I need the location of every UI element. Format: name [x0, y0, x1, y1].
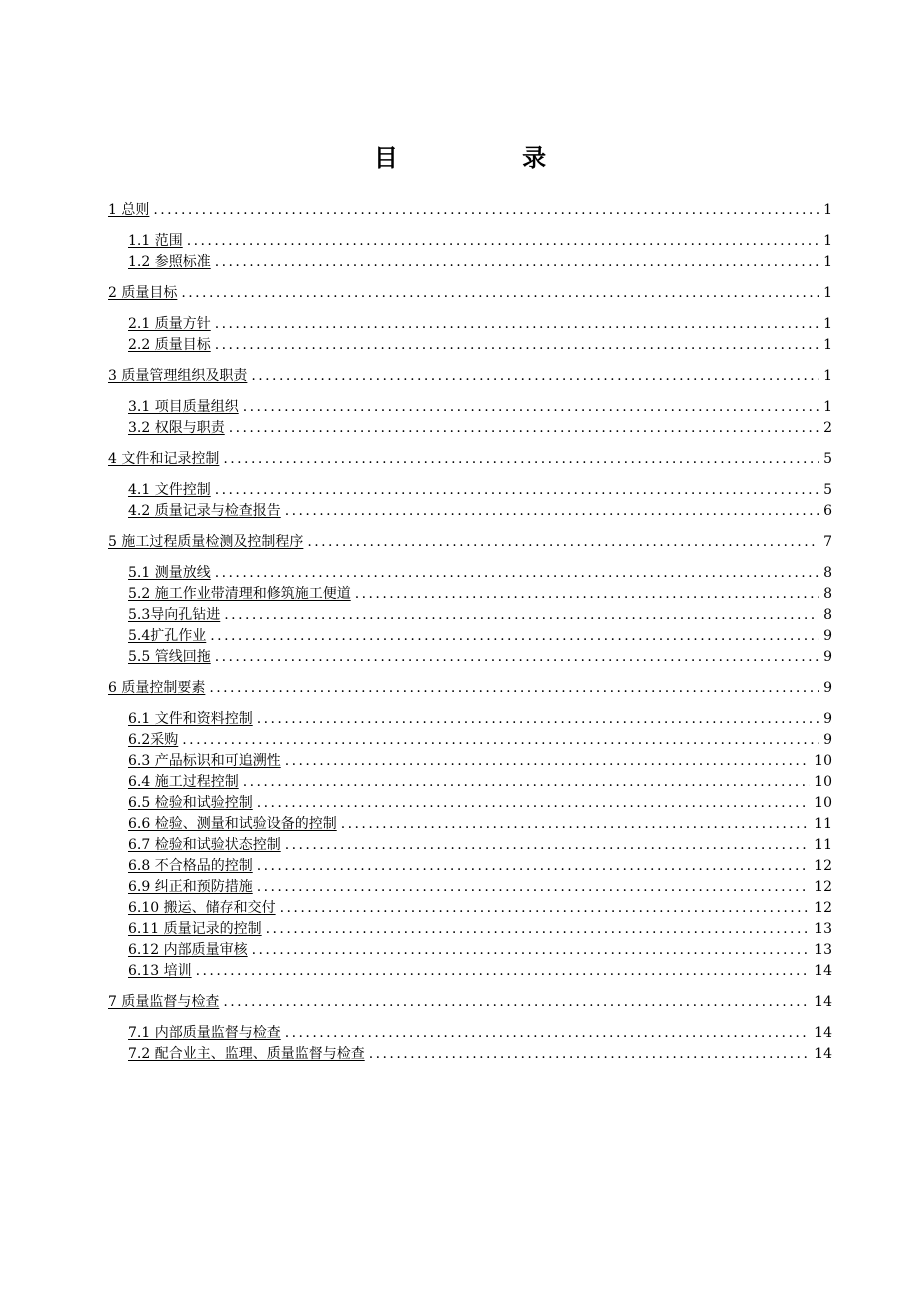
dot-leader [251, 366, 819, 387]
toc-page-number: 1 [823, 337, 832, 353]
toc-page-number: 9 [823, 628, 832, 644]
toc-subentry[interactable] [108, 814, 832, 835]
toc-entry-label[interactable]: 6 质量控制要素 [108, 680, 206, 696]
toc-subentry[interactable] [108, 772, 832, 793]
toc-page-number: 1 [823, 368, 832, 384]
toc-entry-label[interactable]: 7.2 配合业主、监理、质量监督与检查 [128, 1046, 365, 1062]
dot-leader [285, 501, 819, 522]
toc-entry-label[interactable]: 6.11 质量记录的控制 [128, 921, 262, 937]
dot-leader [196, 961, 811, 982]
dot-leader [224, 605, 819, 626]
toc-entry[interactable] [108, 678, 832, 699]
toc-subentry[interactable] [108, 730, 832, 751]
toc-page-number: 12 [814, 879, 832, 895]
dot-leader [223, 992, 810, 1013]
toc-page-number: 5 [823, 482, 832, 498]
toc-subentry[interactable] [108, 709, 832, 730]
dot-leader [285, 751, 810, 772]
toc-subentry[interactable] [108, 647, 832, 668]
toc-page-number: 14 [814, 1046, 832, 1062]
toc-subentry[interactable] [108, 480, 832, 501]
dot-leader [307, 532, 819, 553]
dot-leader [252, 940, 811, 961]
dot-leader [181, 283, 819, 304]
dot-leader [187, 231, 819, 252]
dot-leader [369, 1044, 810, 1065]
toc-subentry[interactable] [108, 501, 832, 522]
toc-subentry[interactable] [108, 252, 832, 273]
toc-page-number: 14 [814, 994, 832, 1010]
toc-entry-label[interactable]: 6.2采购 [128, 732, 179, 748]
toc-entry-label[interactable]: 6.1 文件和资料控制 [128, 711, 253, 727]
toc-page-number: 14 [814, 1025, 832, 1041]
toc-page-number: 8 [823, 565, 832, 581]
toc-page-number: 1 [823, 316, 832, 332]
dot-leader [285, 1023, 810, 1044]
toc-subentry[interactable] [108, 418, 832, 439]
toc-subentry[interactable] [108, 605, 832, 626]
toc-page-number: 12 [814, 858, 832, 874]
toc-page-number: 9 [823, 649, 832, 665]
toc-entry-label[interactable]: 5.4扩孔作业 [128, 628, 207, 644]
dot-leader [215, 480, 819, 501]
toc-subentry[interactable] [108, 231, 832, 252]
toc-page-number: 12 [814, 900, 832, 916]
toc-entry-label[interactable]: 3 质量管理组织及职责 [108, 368, 248, 384]
toc-entry-label[interactable]: 5.2 施工作业带清理和修筑施工便道 [128, 586, 351, 602]
dot-leader [223, 449, 819, 470]
toc-entry[interactable] [108, 200, 832, 221]
toc-entry-label[interactable]: 2.1 质量方针 [128, 316, 211, 332]
toc-entry-label[interactable]: 7.1 内部质量监督与检查 [128, 1025, 281, 1041]
toc-entry-label[interactable]: 6.12 内部质量审核 [128, 942, 248, 958]
toc-entry[interactable] [108, 992, 832, 1013]
toc-entry-label[interactable]: 5 施工过程质量检测及控制程序 [108, 534, 304, 550]
toc-section [108, 449, 832, 522]
toc-subentry[interactable] [108, 919, 832, 940]
toc-subentry[interactable] [108, 314, 832, 335]
toc-entry-label[interactable]: 2.2 质量目标 [128, 337, 211, 353]
toc-page-number: 13 [814, 921, 832, 937]
dot-leader [341, 814, 810, 835]
dot-leader [215, 647, 819, 668]
section-spacer [108, 387, 832, 397]
toc-subentry[interactable] [108, 877, 832, 898]
toc-subentry[interactable] [108, 563, 832, 584]
section-spacer [108, 221, 832, 231]
toc-subentry[interactable] [108, 835, 832, 856]
toc-section [108, 992, 832, 1065]
toc-subentry[interactable] [108, 961, 832, 982]
toc-section [108, 283, 832, 356]
toc-entry[interactable] [108, 283, 832, 304]
toc-entry-label[interactable]: 1.2 参照标准 [128, 254, 211, 270]
dot-leader [153, 200, 819, 221]
toc-entry-label[interactable]: 1.1 范围 [128, 233, 183, 249]
toc-page-number: 2 [823, 420, 832, 436]
toc-subentry[interactable] [108, 940, 832, 961]
toc-entry-label[interactable]: 4 文件和记录控制 [108, 451, 220, 467]
toc-page-number: 10 [814, 795, 832, 811]
toc-entry-label[interactable]: 5.1 测量放线 [128, 565, 211, 581]
dot-leader [215, 314, 819, 335]
toc-page-number: 8 [823, 586, 832, 602]
section-spacer [108, 304, 832, 314]
toc-page-number: 11 [814, 816, 832, 832]
toc-page-number: 10 [814, 753, 832, 769]
toc-section [108, 200, 832, 273]
toc-page-number: 9 [823, 711, 832, 727]
toc-entry[interactable] [108, 449, 832, 470]
toc-subentry[interactable] [108, 1044, 832, 1065]
toc-entry-label[interactable]: 4.1 文件控制 [128, 482, 211, 498]
toc-entry-label[interactable]: 6.7 检验和试验状态控制 [128, 837, 281, 853]
toc-entry-label[interactable]: 5.5 管线回拖 [128, 649, 211, 665]
toc-page-number: 1 [823, 399, 832, 415]
toc-entry[interactable] [108, 532, 832, 553]
toc-page-number: 8 [823, 607, 832, 623]
toc-entry-label[interactable]: 6.13 培训 [128, 963, 192, 979]
dot-leader [215, 252, 819, 273]
section-spacer [108, 699, 832, 709]
dot-leader [229, 418, 819, 439]
toc-entry-label[interactable]: 6.6 检验、测量和试验设备的控制 [128, 816, 337, 832]
toc-entry-label[interactable]: 3.2 权限与职责 [128, 420, 225, 436]
toc-page-number: 9 [823, 680, 832, 696]
toc-page-number: 13 [814, 942, 832, 958]
dot-leader [257, 856, 810, 877]
dot-leader [182, 730, 819, 751]
toc-entry-label[interactable]: 6.9 纠正和预防措施 [128, 879, 253, 895]
dot-leader [285, 835, 810, 856]
toc-subentry[interactable] [108, 584, 832, 605]
toc-entry-label[interactable]: 6.4 施工过程控制 [128, 774, 239, 790]
toc-page-number: 1 [823, 233, 832, 249]
toc-entry-label[interactable]: 1 总则 [108, 202, 150, 218]
toc-page-number: 1 [823, 285, 832, 301]
table-of-contents [108, 200, 832, 1075]
dot-leader [257, 793, 810, 814]
toc-page-number: 14 [814, 963, 832, 979]
dot-leader [355, 584, 819, 605]
toc-entry-label[interactable]: 6.5 检验和试验控制 [128, 795, 253, 811]
page-title: 目 录 [373, 143, 605, 172]
toc-page-number: 9 [823, 732, 832, 748]
toc-subentry[interactable] [108, 793, 832, 814]
section-spacer [108, 470, 832, 480]
toc-subentry[interactable] [108, 856, 832, 877]
dot-leader [257, 877, 810, 898]
toc-entry-label[interactable]: 6.10 搬运、储存和交付 [128, 900, 276, 916]
toc-page-number: 1 [823, 202, 832, 218]
toc-entry-label[interactable]: 6.8 不合格品的控制 [128, 858, 253, 874]
toc-page-number: 10 [814, 774, 832, 790]
toc-section [108, 366, 832, 439]
toc-subentry[interactable] [108, 397, 832, 418]
toc-page-number: 6 [823, 503, 832, 519]
toc-subentry[interactable] [108, 335, 832, 356]
dot-leader [215, 563, 819, 584]
toc-subentry[interactable] [108, 1023, 832, 1044]
toc-page-number: 5 [823, 451, 832, 467]
section-spacer [108, 1013, 832, 1023]
dot-leader [257, 709, 819, 730]
toc-entry-label[interactable]: 3.1 项目质量组织 [128, 399, 239, 415]
toc-entry-label[interactable]: 2 质量目标 [108, 285, 178, 301]
dot-leader [280, 898, 811, 919]
section-spacer [108, 553, 832, 563]
toc-subentry[interactable] [108, 626, 832, 647]
toc-entry-label[interactable]: 4.2 质量记录与检查报告 [128, 503, 281, 519]
toc-page-number: 11 [814, 837, 832, 853]
dot-leader [210, 626, 819, 647]
toc-entry-label[interactable]: 6.3 产品标识和可追溯性 [128, 753, 281, 769]
toc-section [108, 678, 832, 982]
toc-entry-label[interactable]: 7 质量监督与检查 [108, 994, 220, 1010]
toc-entry[interactable] [108, 366, 832, 387]
toc-page-number: 7 [823, 534, 832, 550]
toc-section [108, 532, 832, 668]
toc-page-number: 1 [823, 254, 832, 270]
toc-subentry[interactable] [108, 751, 832, 772]
dot-leader [243, 397, 819, 418]
dot-leader [209, 678, 819, 699]
toc-subentry[interactable] [108, 898, 832, 919]
dot-leader [215, 335, 819, 356]
toc-entry-label[interactable]: 5.3导向孔钻进 [128, 607, 221, 623]
dot-leader [243, 772, 810, 793]
dot-leader [266, 919, 811, 940]
